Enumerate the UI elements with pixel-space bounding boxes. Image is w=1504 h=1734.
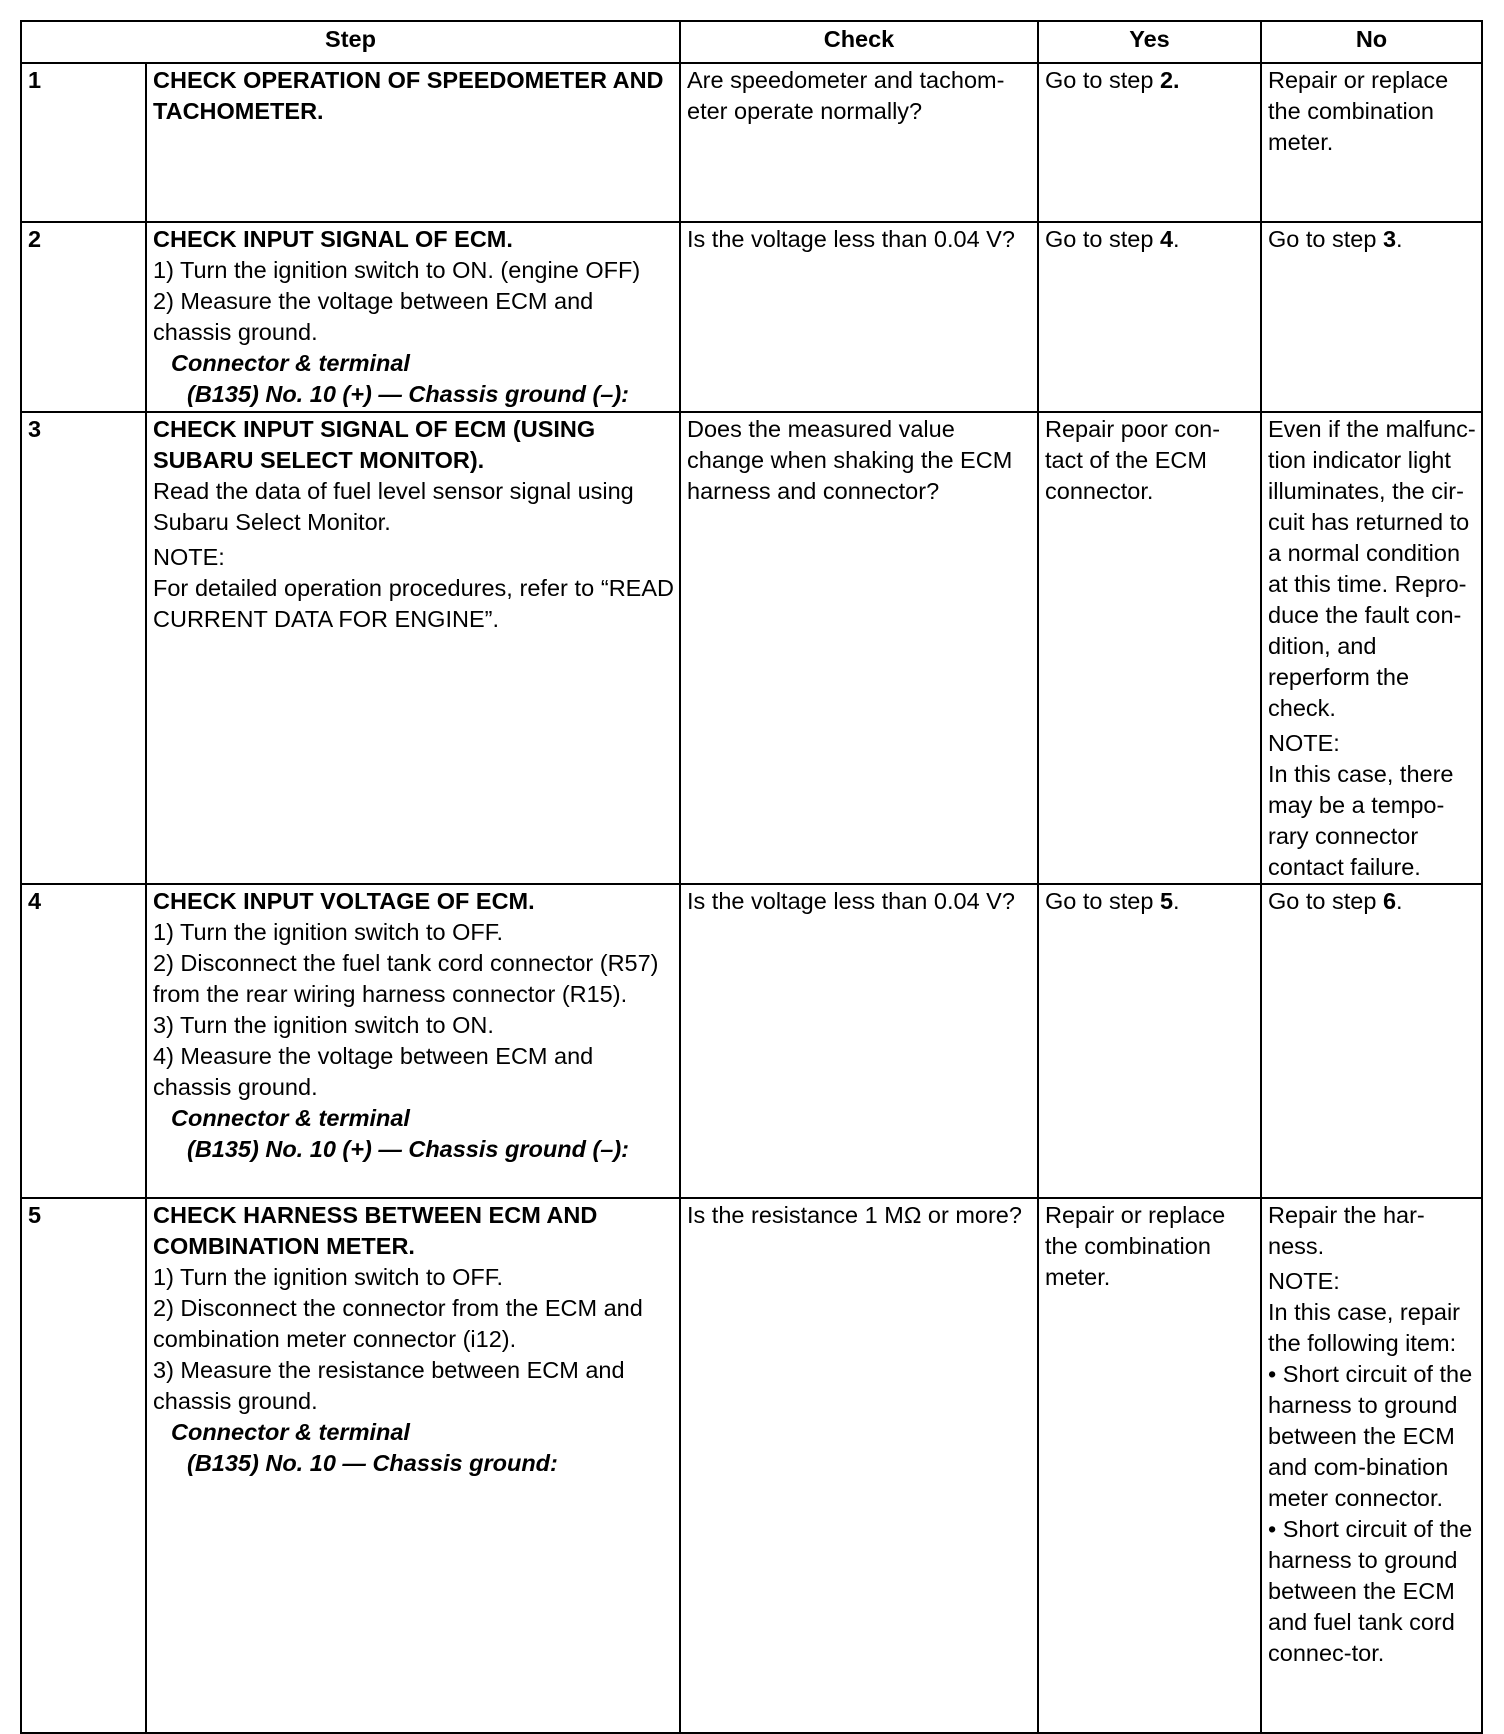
instruction-line: 1) Turn the ignition switch to OFF. [153, 919, 504, 945]
no-cell [1261, 222, 1482, 412]
table-row [21, 1198, 1482, 1733]
no-cell [1261, 884, 1482, 1198]
check-cell [680, 412, 1038, 884]
instruction-line: 2) Measure the voltage between ECM and chassis ground. [153, 288, 594, 345]
header-check: Check [680, 21, 1038, 63]
instruction-line: 3) Measure the resistance between ECM and chassis ground. [153, 1357, 625, 1414]
no-text: Repair or replace the combination meter. [1268, 67, 1449, 155]
instruction-line: 3) Turn the ignition switch to ON. [153, 1012, 494, 1038]
check-text: Is the resistance 1 MΩ or more? [687, 1202, 1022, 1228]
note-text: In this case, there may be a tempo-rary connector contact failure. [1268, 761, 1454, 880]
step-cell [146, 222, 680, 412]
instruction-line: 2) Disconnect the connector from the ECM and combination meter connector (i12). [153, 1295, 643, 1352]
check-text: Does the measured value change when shaking the ECM harness and connector? [687, 416, 1013, 504]
step-number [21, 1198, 146, 1733]
check-text: Are speedometer and tachom-eter operate normally? [687, 67, 1005, 124]
diagnostic-procedure-table [20, 20, 1483, 1734]
note-label: NOTE: [1268, 730, 1340, 756]
yes-suffix: . [1173, 226, 1180, 252]
step-cell [146, 1198, 680, 1733]
yes-prefix: Go to step [1045, 67, 1160, 93]
step-number-text: 1 [28, 67, 42, 93]
connector-label: Connector & terminal [171, 1419, 410, 1445]
step-title: CHECK INPUT SIGNAL OF ECM. [153, 226, 513, 252]
instruction-line: 1) Turn the ignition switch to ON. (engine OFF) [153, 257, 641, 283]
table-row [21, 412, 1482, 884]
yes-text: Repair poor con-tact of the ECM connector. [1045, 416, 1221, 504]
connector-terminal: (B135) No. 10 (+) — Chassis ground (–): [187, 381, 630, 407]
connector-terminal: (B135) No. 10 — Chassis ground: [187, 1450, 558, 1476]
yes-prefix: Go to step [1045, 888, 1160, 914]
step-number [21, 63, 146, 222]
yes-cell [1038, 222, 1261, 412]
instruction-line: 2) Disconnect the fuel tank cord connector (R57) from the rear wiring harness connector (R15). [153, 950, 659, 1007]
step-title: CHECK INPUT SIGNAL OF ECM (USING SUBARU SELECT MONITOR). [153, 416, 596, 473]
yes-suffix: . [1173, 67, 1180, 93]
yes-cell [1038, 63, 1261, 222]
step-number-text: 5 [28, 1202, 42, 1228]
check-cell [680, 1198, 1038, 1733]
check-cell [680, 222, 1038, 412]
step-cell [146, 63, 680, 222]
yes-cell [1038, 412, 1261, 884]
step-number [21, 412, 146, 884]
yes-suffix: . [1173, 888, 1180, 914]
no-cell [1261, 63, 1482, 222]
step-title: CHECK OPERATION OF SPEEDOMETER AND TACHOMETER. [153, 67, 664, 124]
instruction-line: 4) Measure the voltage between ECM and chassis ground. [153, 1043, 594, 1100]
step-number-text: 4 [28, 888, 42, 914]
step-title: CHECK HARNESS BETWEEN ECM AND COMBINATION METER. [153, 1202, 598, 1259]
no-prefix: Go to step [1268, 226, 1383, 252]
step-number-text: 3 [28, 416, 42, 442]
yes-cell [1038, 1198, 1261, 1733]
yes-step-ref: 2 [1159, 67, 1174, 93]
yes-step-ref: 5 [1159, 888, 1174, 914]
no-suffix: . [1396, 226, 1403, 252]
connector-label: Connector & terminal [171, 350, 410, 376]
yes-text: Repair or replace the combination meter. [1045, 1202, 1226, 1290]
connector-label: Connector & terminal [171, 1105, 410, 1131]
header-step: Step [21, 21, 680, 63]
table-row [21, 884, 1482, 1198]
yes-cell [1038, 884, 1261, 1198]
note-text: In this case, repair the following item: [1268, 1299, 1461, 1356]
no-suffix: . [1396, 888, 1403, 914]
table-row [21, 222, 1482, 412]
table-row [21, 63, 1482, 222]
note-label: NOTE: [153, 544, 225, 570]
step-cell [146, 412, 680, 884]
check-cell [680, 884, 1038, 1198]
no-cell [1261, 1198, 1482, 1733]
note-text: For detailed operation procedures, refer to “READ CURRENT DATA FOR ENGINE”. [153, 575, 674, 632]
bullet-item: • Short circuit of the harness to ground between the ECM and fuel tank cord connec-tor. [1268, 1516, 1473, 1666]
step-number-text: 2 [28, 226, 42, 252]
step-title: CHECK INPUT VOLTAGE OF ECM. [153, 888, 535, 914]
step-number [21, 222, 146, 412]
check-cell [680, 63, 1038, 222]
table-header-row [21, 21, 1482, 63]
check-text: Is the voltage less than 0.04 V? [687, 226, 1015, 252]
no-prefix: Go to step [1268, 888, 1383, 914]
no-step-ref: 3 [1382, 226, 1397, 252]
no-text: Even if the malfunc-tion indicator light illuminates, the cir-cuit has returned to a normal condition at this time. Repro-duce the fault con-dition, and reperform the check. [1268, 416, 1476, 721]
instruction-line: Read the data of fuel level sensor signal using Subaru Select Monitor. [153, 478, 634, 535]
note-label: NOTE: [1268, 1268, 1340, 1294]
no-text: Repair the har-ness. [1268, 1202, 1425, 1259]
no-step-ref: 6 [1382, 888, 1397, 914]
step-number [21, 884, 146, 1198]
yes-step-ref: 4 [1159, 226, 1174, 252]
connector-terminal: (B135) No. 10 (+) — Chassis ground (–): [187, 1136, 630, 1162]
instruction-line: 1) Turn the ignition switch to OFF. [153, 1264, 504, 1290]
yes-prefix: Go to step [1045, 226, 1160, 252]
bullet-item: • Short circuit of the harness to ground between the ECM and com-bination meter connector. [1268, 1361, 1473, 1511]
no-cell [1261, 412, 1482, 884]
step-cell [146, 884, 680, 1198]
check-text: Is the voltage less than 0.04 V? [687, 888, 1015, 914]
header-no: No [1261, 21, 1482, 63]
header-yes: Yes [1038, 21, 1261, 63]
